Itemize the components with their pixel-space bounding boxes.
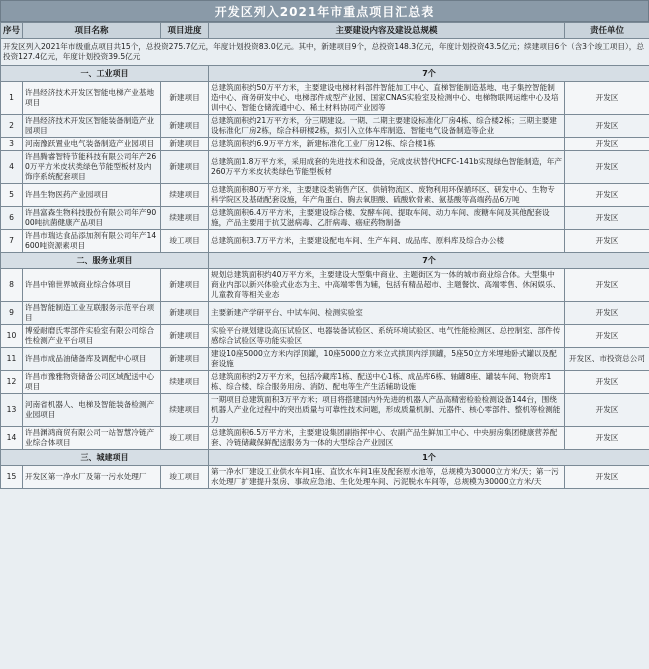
project-name: 许昌渊鸿商贸有限公司一站智慧冷链产业综合体项目 bbox=[23, 427, 161, 450]
table-row bbox=[1, 466, 649, 489]
project-status: 续建项目 bbox=[161, 371, 209, 394]
table-row bbox=[1, 230, 649, 253]
table-row bbox=[1, 325, 649, 348]
header-cell-name: 项目名称 bbox=[23, 23, 161, 39]
project-name: 许昌市瑞达食品添加剂有限公司年产14600吨资源素项目 bbox=[23, 230, 161, 253]
header-row bbox=[1, 23, 649, 39]
project-status: 竣工项目 bbox=[161, 427, 209, 450]
project-content: 规划总建筑面积约40万平方米，主要建设大型集中商业、主题街区为一体的城市商业综合体。大型集中商业内部以新兴体验式业态为主、中高端零售为辅，包括有精品超市、主题餐饮、高端零售、休闲娱乐、儿童教育等相关业态 bbox=[209, 269, 565, 302]
section-row bbox=[1, 450, 649, 466]
project-name: 开发区第一净水厂及第一污水处理厂 bbox=[23, 466, 161, 489]
responsible-unit: 开发区 bbox=[565, 115, 649, 138]
responsible-unit: 开发区 bbox=[565, 230, 649, 253]
table-row bbox=[1, 394, 649, 427]
project-content: 总建筑面积约6.9万平方米，新建标准化工业厂房12栋、综合楼1栋 bbox=[209, 138, 565, 151]
responsible-unit: 开发区 bbox=[565, 184, 649, 207]
project-name: 河南豫跃置业电气装备制造产业园项目 bbox=[23, 138, 161, 151]
row-number: 12 bbox=[1, 371, 23, 394]
project-name: 许昌中锦世界城商业综合体项目 bbox=[23, 269, 161, 302]
row-number: 6 bbox=[1, 207, 23, 230]
project-content: 总建筑面积3.7万平方米，主要建设配电车间、生产车间、成品库、原料库及综合办公楼 bbox=[209, 230, 565, 253]
project-content: 总建筑面积6.4万平方米，主要建设综合楼、发酵车间、提取车间、动力车间、废糖车间及其他配套设施，产品主要用于抗艾滋病毒、乙肝病毒、癌症药物制备 bbox=[209, 207, 565, 230]
section-name: 二、服务业项目 bbox=[1, 253, 209, 269]
responsible-unit: 开发区 bbox=[565, 207, 649, 230]
project-status: 竣工项目 bbox=[161, 230, 209, 253]
project-name: 许昌腾睿智特节能科技有限公司年产260万平方米皮状类绿色节能型板材及内饰序系统配套项目 bbox=[23, 151, 161, 184]
project-status: 新建项目 bbox=[161, 115, 209, 138]
row-number: 14 bbox=[1, 427, 23, 450]
row-number: 15 bbox=[1, 466, 23, 489]
project-content: 总建筑面积6.5万平方米，主要建设集团副指挥中心、农副产品生鲜加工中心、中央厨房集团健康营养配套、冷链储藏保鲜配送服务为一体的大型综合产业园区 bbox=[209, 427, 565, 450]
row-number: 4 bbox=[1, 151, 23, 184]
section-name: 一、工业项目 bbox=[1, 66, 209, 82]
row-number: 8 bbox=[1, 269, 23, 302]
responsible-unit: 开发区 bbox=[565, 82, 649, 115]
responsible-unit: 开发区 bbox=[565, 269, 649, 302]
project-name: 河南省机器人、电梯及智能装备检测产业园项目 bbox=[23, 394, 161, 427]
table-row bbox=[1, 184, 649, 207]
responsible-unit: 开发区 bbox=[565, 466, 649, 489]
header-cell-no: 序号 bbox=[1, 23, 23, 39]
summary-row bbox=[1, 39, 649, 66]
header-cell-status: 项目进度 bbox=[161, 23, 209, 39]
section-count: 7个 bbox=[209, 66, 649, 82]
project-name: 许昌市成品油储备库及调配中心项目 bbox=[23, 348, 161, 371]
project-status: 续建项目 bbox=[161, 207, 209, 230]
row-number: 11 bbox=[1, 348, 23, 371]
table-title: 开发区列入2021年市重点项目汇总表 bbox=[0, 0, 649, 22]
project-name: 许昌智能制造工业互联服务示范平台项目 bbox=[23, 302, 161, 325]
table-row bbox=[1, 207, 649, 230]
row-number: 10 bbox=[1, 325, 23, 348]
responsible-unit: 开发区 bbox=[565, 325, 649, 348]
project-name: 许昌市豫雅物资储备公司区域配送中心项目 bbox=[23, 371, 161, 394]
table-row bbox=[1, 348, 649, 371]
project-status: 续建项目 bbox=[161, 394, 209, 427]
table-row bbox=[1, 302, 649, 325]
responsible-unit: 开发区 bbox=[565, 138, 649, 151]
project-status: 新建项目 bbox=[161, 138, 209, 151]
project-name: 许昌富森生物科技股份有限公司年产9000吨抗菌健康产品项目 bbox=[23, 207, 161, 230]
project-status: 新建项目 bbox=[161, 302, 209, 325]
row-number: 1 bbox=[1, 82, 23, 115]
section-name: 三、城建项目 bbox=[1, 450, 209, 466]
row-number: 2 bbox=[1, 115, 23, 138]
project-name: 许昌生物医药产业园项目 bbox=[23, 184, 161, 207]
responsible-unit: 开发区 bbox=[565, 371, 649, 394]
project-content: 总建筑面积约2万平方米，包括冷藏库1栋、配送中心1栋、成品库6栋、轴罐8座、罐装车间、物资库1栋、综合楼、综合服务用房、消防、配电等生产生活辅助设施 bbox=[209, 371, 565, 394]
row-number: 9 bbox=[1, 302, 23, 325]
project-content: 总建筑面积约50万平方米，主要建设电梯材料部件智能加工中心、直梯智能制造基地、电子集控智能制造中心、商务研发中心、电梯部件成型产业园、国家CNAS实验室及检测中心、电梯物联网运维中心及培训中心、智能仓储流通中心、稀土材料协同产业园等 bbox=[209, 82, 565, 115]
section-count: 7个 bbox=[209, 253, 649, 269]
project-content: 第一净水厂建设工业供水车间1座、直饮水车间1座及配套原水池等，总规模为30000立方米/天；第一污水处理厂扩建提升泵房、事故应急池、生化处理车间、污泥脱水车间等，总规模为30000立方米/天 bbox=[209, 466, 565, 489]
table-row bbox=[1, 138, 649, 151]
table-row bbox=[1, 151, 649, 184]
section-row bbox=[1, 253, 649, 269]
project-name: 许昌经济技术开发区智能电梯产业基地项目 bbox=[23, 82, 161, 115]
header-cell-content: 主要建设内容及建设总规模 bbox=[209, 23, 565, 39]
project-content: 总建筑面积约21万平方米，分三期建设。一期、二期主要建设标准化厂房4栋、综合楼2栋；三期主要建设标准化厂房2栋，综合科研楼2栋，拟引入立体车库制造、智能电气设备制造等企业 bbox=[209, 115, 565, 138]
project-content: 一期项目总建筑面积3万平方米；项目将搭建国内外先进的机器人产品高精密检验检测设备144台，围绕机器人产业化过程中的突出质量与可靠性技术问题，形成质量机制、元器件、核心零部件、整机等检测能力 bbox=[209, 394, 565, 427]
project-content: 实验平台规划建设高压试验区、电器装备试验区、系统环境试验区、电气性能检测区、总控制室、部件传感综合试验区等功能实验区 bbox=[209, 325, 565, 348]
project-status: 新建项目 bbox=[161, 82, 209, 115]
row-number: 7 bbox=[1, 230, 23, 253]
project-status: 竣工项目 bbox=[161, 466, 209, 489]
project-status: 新建项目 bbox=[161, 348, 209, 371]
row-number: 3 bbox=[1, 138, 23, 151]
projects-table bbox=[0, 22, 649, 489]
project-name: 许昌经济技术开发区智能装备制造产业园项目 bbox=[23, 115, 161, 138]
responsible-unit: 开发区、市投资总公司 bbox=[565, 348, 649, 371]
responsible-unit: 开发区 bbox=[565, 394, 649, 427]
project-status: 新建项目 bbox=[161, 151, 209, 184]
project-content: 主要新建产学研平台、中试车间、检测实验室 bbox=[209, 302, 565, 325]
project-name: 博爱耐磨氏零部件实验室有限公司综合性检测产业平台项目 bbox=[23, 325, 161, 348]
row-number: 5 bbox=[1, 184, 23, 207]
responsible-unit: 开发区 bbox=[565, 302, 649, 325]
project-content: 建设10座5000立方米内浮顶罐，10座5000立方米立式拱顶内浮顶罐，5座50立方米埋地卧式罐以及配套设施 bbox=[209, 348, 565, 371]
section-count: 1个 bbox=[209, 450, 649, 466]
project-content: 总建筑面积80万平方米，主要建设类销售产区、供销物流区、废物利用环保循环区、研发中心、生物专科学院区及基础配套设施，年产角蛋白、胸去氧胆酸、硫酸软骨素、氨基酸等高端药品6万吨 bbox=[209, 184, 565, 207]
section-row bbox=[1, 66, 649, 82]
project-status: 新建项目 bbox=[161, 325, 209, 348]
summary-text: 开发区列入2021年市级重点项目共15个，总投资275.7亿元，年度计划投资83.0亿元。其中，新建项目9个，总投资148.3亿元，年度计划投资43.5亿元；续建项目6个（含3个竣工项目），总投资127.4亿元，年度计划投资39.5亿元 bbox=[1, 39, 649, 66]
project-status: 续建项目 bbox=[161, 184, 209, 207]
project-content: 总建筑面1.8万平方米，采用成套的先进技术和设备，完成皮状替代HCFC-141b实现绿色智能制造，年产260万平方米皮状类绿色节能型板材 bbox=[209, 151, 565, 184]
row-number: 13 bbox=[1, 394, 23, 427]
table-row bbox=[1, 371, 649, 394]
project-status: 新建项目 bbox=[161, 269, 209, 302]
table-row bbox=[1, 82, 649, 115]
table-row bbox=[1, 115, 649, 138]
responsible-unit: 开发区 bbox=[565, 151, 649, 184]
responsible-unit: 开发区 bbox=[565, 427, 649, 450]
table-row bbox=[1, 269, 649, 302]
table-row bbox=[1, 427, 649, 450]
header-cell-unit: 责任单位 bbox=[565, 23, 649, 39]
